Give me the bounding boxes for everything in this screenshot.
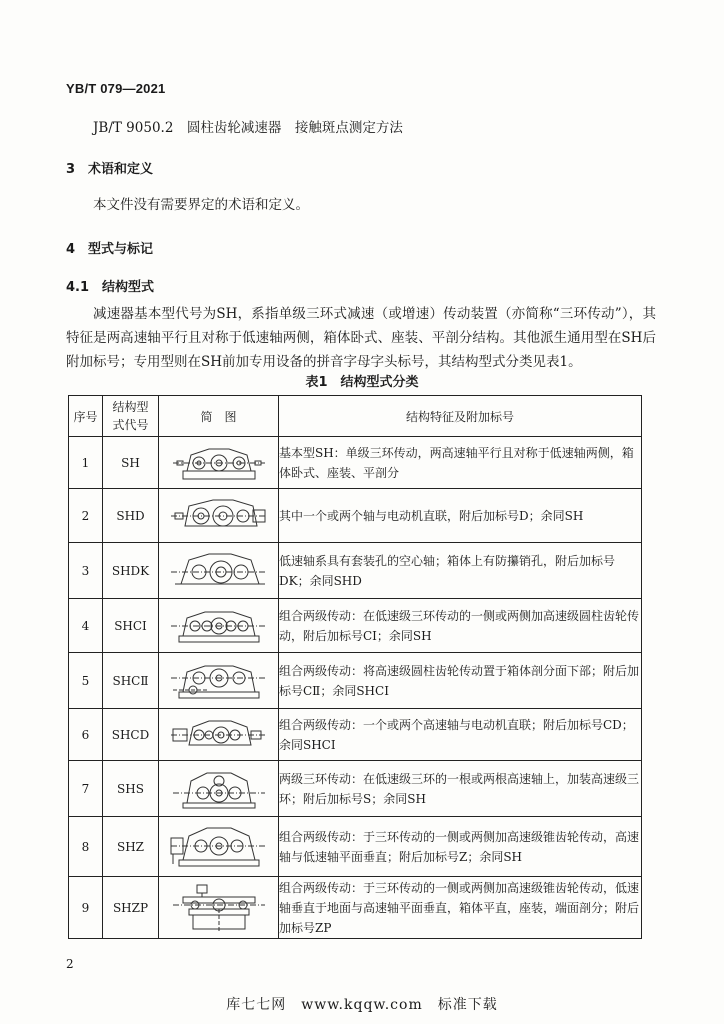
header-code: 结构型式代号: [103, 396, 159, 437]
row-code: SH: [103, 437, 159, 489]
table-row: [69, 653, 642, 709]
table-row: [69, 437, 642, 489]
row-no: 8: [69, 817, 103, 877]
row-no: 9: [69, 877, 103, 939]
section-4-1-text: 减速器基本型代号为SH，系指单级三环式减速（或增速）传动装置（亦简称“三环传动”），其特征是两高速轴平行且对称于低速轴两侧，箱体卧式、座装、平剖分结构。其他派生通用型在SH后附加标号；专用型则在SH前加专用设备的拼音字母字头标号，其结构型式分类见表1。: [66, 306, 656, 370]
row-no: 2: [69, 489, 103, 543]
row-code: SHCⅡ: [103, 653, 159, 709]
standard-code-header: YB/T 079—2021: [66, 81, 166, 96]
gearbox-basic-diagram: [159, 437, 279, 489]
row-feature: 组合两级传动：将高速级圆柱齿轮传动置于箱体剖分面下部；附后加标号CⅡ；余同SHCⅠ: [279, 653, 642, 709]
structure-type-table: [68, 395, 642, 939]
table-row: [69, 877, 642, 939]
page-number: 2: [66, 957, 74, 971]
row-feature: 组合两级传动：在低速级三环传动的一侧或两侧加高速级圆柱齿轮传动，附后加标号CⅠ；余同SH: [279, 599, 642, 653]
table-row: [69, 817, 642, 877]
row-feature: 组合两级传动：于三环传动的一侧或两侧加高速级锥齿轮传动，低速轴垂直于地面与高速轴平面垂直，箱体平直，座装，端面剖分；附后加标号ZP: [279, 877, 642, 939]
gearbox-combined-1-diagram: [159, 599, 279, 653]
row-no: 1: [69, 437, 103, 489]
table-row: [69, 761, 642, 817]
gearbox-bevel-vertical-diagram: [159, 877, 279, 939]
table-row: [69, 599, 642, 653]
row-feature: 低速轴系具有套装孔的空心轴；箱体上有防攥销孔，附后加标号DK；余同SHD: [279, 543, 642, 599]
header-feature: 结构特征及附加标号: [279, 396, 642, 437]
section-4-1-heading: 4.1 结构型式: [66, 280, 155, 295]
table-row: [69, 489, 642, 543]
normative-reference-line: JB/T 9050.2 圆柱齿轮减速器 接触斑点测定方法: [93, 120, 403, 136]
row-feature: 两级三环传动：在低速级三环的一根或两根高速轴上，加装高速级三环；附后加标号S；余同SH: [279, 761, 642, 817]
row-code: SHDK: [103, 543, 159, 599]
row-code: SHZP: [103, 877, 159, 939]
table-1-caption: 表1 结构型式分类: [305, 375, 419, 390]
row-code: SHD: [103, 489, 159, 543]
section-3-heading: 3 术语和定义: [66, 162, 154, 177]
site-footer-watermark: 库七七网 www.kqqw.com 标准下载: [226, 997, 498, 1013]
table-row: [69, 709, 642, 761]
row-no: 4: [69, 599, 103, 653]
row-feature: 基本型SH：单级三环传动，两高速轴平行且对称于低速轴两侧，箱体卧式、座装、平剖分: [279, 437, 642, 489]
row-code: SHZ: [103, 817, 159, 877]
row-no: 3: [69, 543, 103, 599]
gearbox-bevel-parallel-diagram: [159, 817, 279, 877]
header-no: 序号: [69, 396, 103, 437]
table-row: [69, 543, 642, 599]
gearbox-combined-2-diagram: [159, 653, 279, 709]
row-feature: 组合两级传动：一个或两个高速轴与电动机直联；附后加标号CD；余同SHCⅠ: [279, 709, 642, 761]
gearbox-motor-diagram: [159, 489, 279, 543]
section-3-text: 本文件没有需要界定的术语和定义。: [93, 197, 309, 213]
header-diagram: 简 图: [159, 396, 279, 437]
row-code: SHCⅠ: [103, 599, 159, 653]
row-feature: 组合两级传动：于三环传动的一侧或两侧加高速级锥齿轮传动，高速轴与低速轴平面垂直；附后加标号Z；余同SH: [279, 817, 642, 877]
row-code: SHCD: [103, 709, 159, 761]
row-no: 6: [69, 709, 103, 761]
row-no: 5: [69, 653, 103, 709]
section-4-heading: 4 型式与标记: [66, 242, 154, 257]
table-header-row: [69, 396, 642, 437]
gearbox-two-stage-ring-diagram: [159, 761, 279, 817]
row-code: SHS: [103, 761, 159, 817]
row-feature: 其中一个或两个轴与电动机直联，附后加标号D；余同SH: [279, 489, 642, 543]
row-no: 7: [69, 761, 103, 817]
gearbox-combined-motor-diagram: [159, 709, 279, 761]
gearbox-hollow-shaft-diagram: [159, 543, 279, 599]
